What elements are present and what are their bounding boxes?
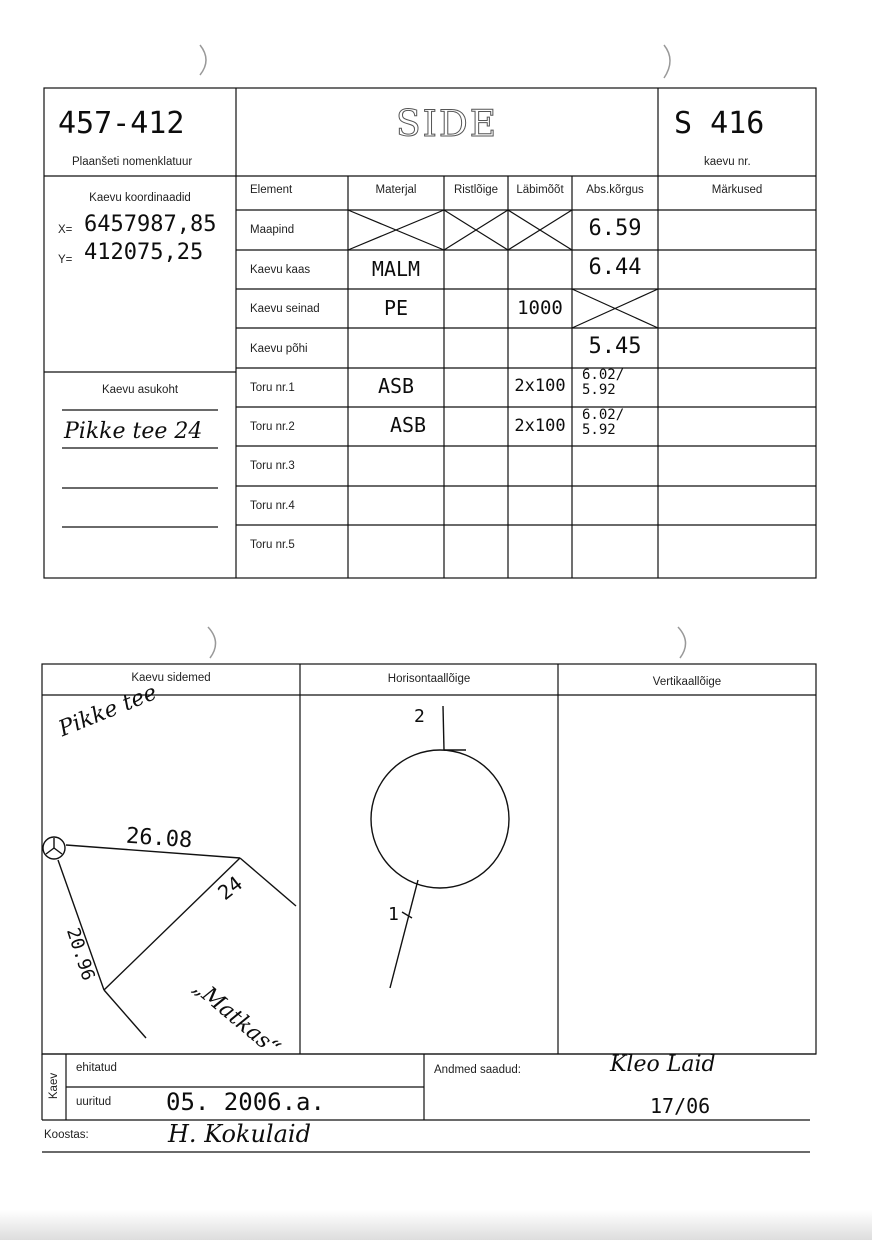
cell-labimoot-seinad: 1000 [517,297,563,319]
well-number-value: S 416 [674,106,765,141]
location-value: Pikke tee 24 [64,419,203,444]
cell-materjal-seinad: PE [383,296,409,320]
row-element: Kaevu kaas [250,264,311,276]
form-title: SIDE [395,104,499,145]
andmed-value: Kleo Laid [610,1052,716,1077]
andmed-date: 17/06 [650,1094,711,1118]
col-header-ristloige: Ristlõige [453,184,499,196]
col-header-markused: Märkused [711,184,763,196]
y-prefix: Y= [58,254,73,266]
col-header-element: Element [250,184,293,196]
row-element: Kaevu seinad [250,303,320,315]
nomenclature-label: Plaanšeti nomenklatuur [72,156,193,168]
sketch-header-sidemed: Kaevu sidemed [131,672,211,684]
y-coordinate: 412075,25 [84,240,204,265]
location-label: Kaevu asukoht [101,384,179,396]
cell-materjal-kaas: MALM [371,257,421,281]
cell-materjal-toru2: ASB [389,413,427,437]
sketch-header-horisontaal: Horisontaallõige [387,673,471,685]
ehitatud-label: ehitatud [76,1062,117,1074]
cell-labimoot-toru1: 2x100 [514,376,566,396]
coordinates-label: Kaevu koordinaadid [89,192,191,204]
row-element: Maapind [250,224,295,236]
distance-left: 20.96 [62,925,99,984]
row-element: Toru nr.3 [250,460,295,472]
cell-abs-kaas: 6.44 [588,255,642,280]
andmed-label: Andmed saadud: [434,1064,521,1076]
koostas-label: Koostas: [44,1129,89,1141]
col-header-abs: Abs.kõrgus [586,184,644,196]
kaev-label: Kaev [48,1072,60,1100]
distance-top: 26.08 [125,823,194,854]
col-header-materjal: Materjal [375,184,417,196]
cell-abs-toru2: 6.02/ 5.92 [582,407,625,438]
x-coordinate: 6457987,85 [84,212,217,237]
sketch-header-vertikaal: Vertikaallõige [652,676,722,688]
koostas-value: H. Kokulaid [168,1120,311,1148]
cell-materjal-toru1: ASB [377,374,415,398]
nomenclature-value: 457-412 [58,106,185,141]
uuritud-label: uuritud [76,1096,112,1108]
uuritud-value: 05. 2006.a. [166,1088,325,1116]
row-element: Kaevu põhi [250,343,308,355]
pipe-label-2: 2 [414,706,425,727]
distance-right: 24 [213,871,247,905]
cell-abs-pohi: 5.45 [588,334,642,359]
cell-abs-maapind: 6.59 [588,216,642,241]
row-element: Toru nr.2 [250,421,295,433]
row-element: Toru nr.5 [250,539,295,551]
street-name: Pikke tee [55,680,161,743]
building-name: „Matkas“ [187,974,285,1062]
col-header-labimoot: Läbimõõt [516,184,564,196]
scan-edge [0,1210,872,1240]
well-number-label: kaevu nr. [704,156,751,168]
x-prefix: X= [58,224,73,236]
row-element: Toru nr.1 [250,382,295,394]
row-element: Toru nr.4 [250,500,295,512]
cell-labimoot-toru2: 2x100 [514,416,566,436]
cell-abs-toru1: 6.02/ 5.92 [582,367,625,398]
pipe-label-1: 1 [388,904,399,925]
